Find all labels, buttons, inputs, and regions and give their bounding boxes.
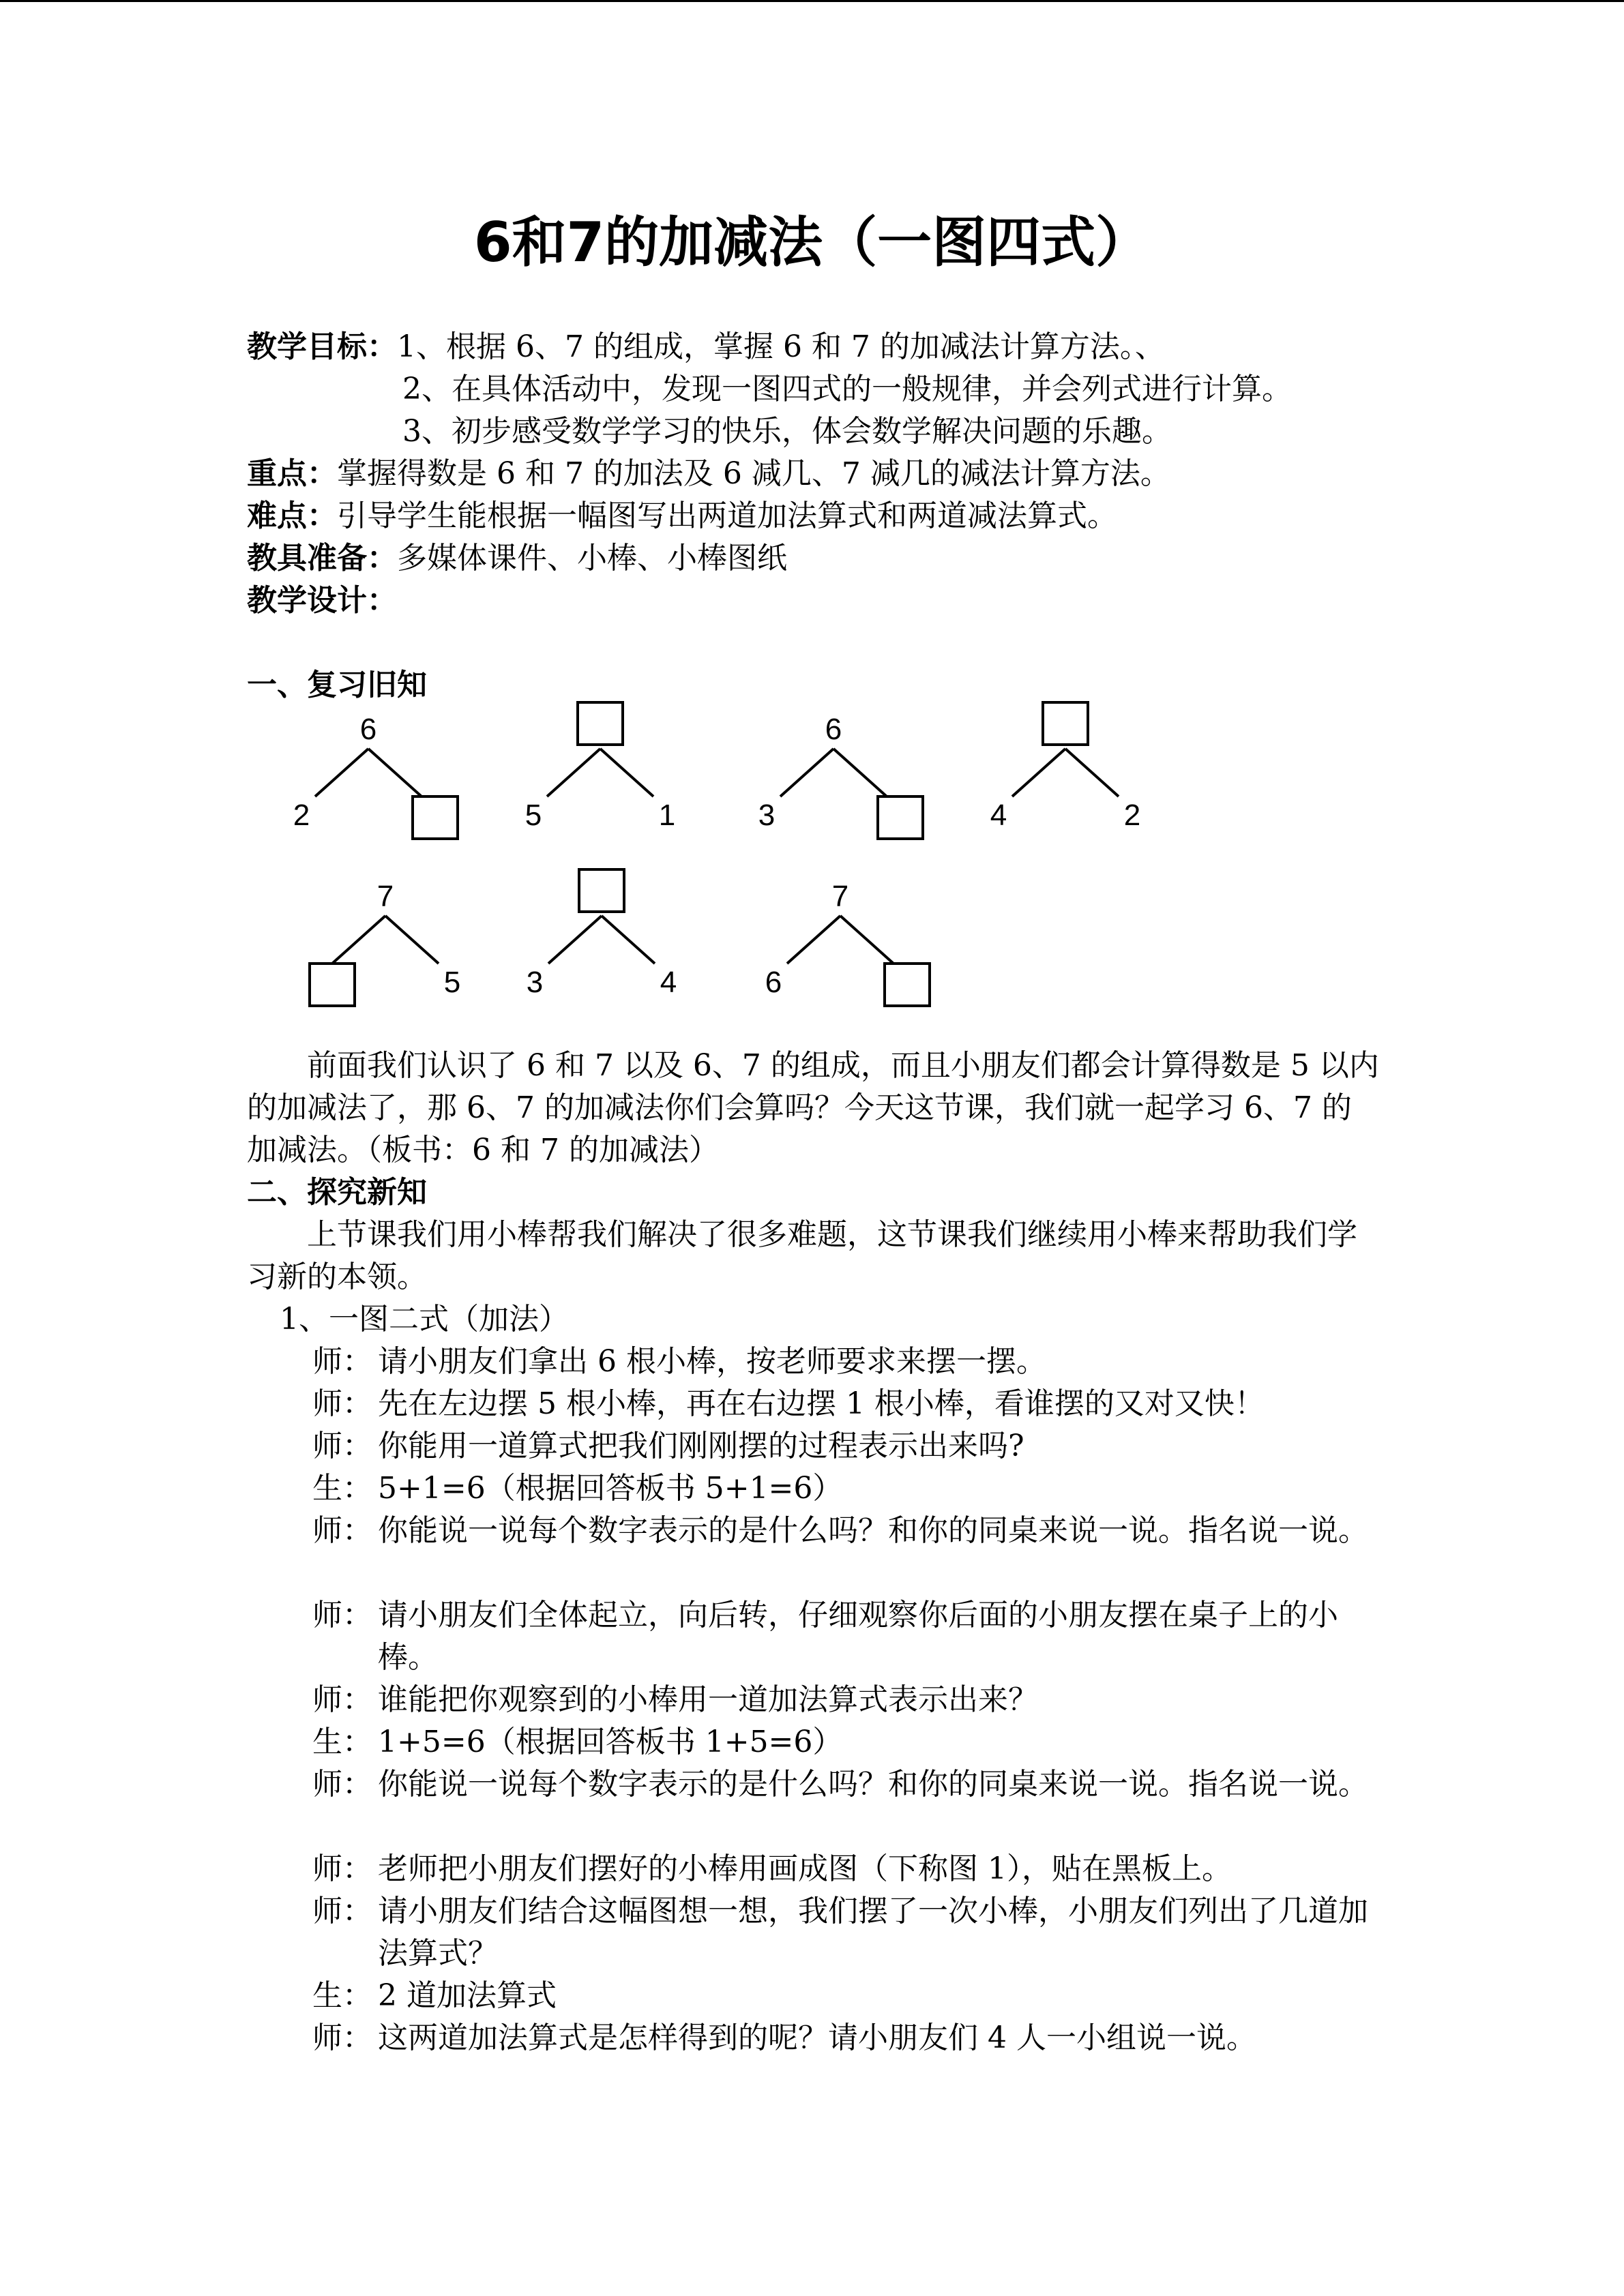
tree-branch-left <box>1012 749 1065 796</box>
speaker: 生： <box>312 1471 372 1506</box>
tree-branch-left <box>547 749 600 796</box>
dialogue-text: 2 道加法算式 <box>378 1978 557 2013</box>
intro-paragraph <box>247 1045 1379 1172</box>
dialogue-line <box>312 2017 1376 2059</box>
tree-branch-right <box>1065 749 1119 796</box>
number-bond-diagrams <box>0 696 1624 1023</box>
dialogue-text: 先在左边摆 5 根小棒，再在右边摆 1 根小棒，看谁摆的又对又快！ <box>378 1386 1265 1421</box>
tree-right-blank-box <box>413 796 458 839</box>
tree-top-number: 6 <box>359 713 377 746</box>
page-top-border <box>0 0 1624 2</box>
dialogue-text: 你能说一说每个数字表示的是什么吗？和你的同桌来说一说。指名说一说。 <box>378 1767 1368 1802</box>
design-line <box>247 580 1392 622</box>
dialogue-text: 1+5=6（根据回答板书 1+5=6） <box>378 1725 843 1759</box>
tree-top-blank-box <box>578 702 623 745</box>
tree-branch-left <box>548 916 602 964</box>
objective-item: 3、初步感受数学学习的快乐，体会数学解决问题的乐趣。 <box>402 414 1172 449</box>
speaker: 师： <box>312 1386 372 1421</box>
sub-heading: 1、一图二式（加法） <box>280 1302 569 1337</box>
tree-left-number: 3 <box>758 799 776 832</box>
dialogue-line <box>312 1467 1376 1510</box>
dialogue-line <box>312 1679 1376 1721</box>
tree-branch-right <box>602 916 655 964</box>
dialogue-line <box>312 1975 1376 2017</box>
dialogue-line <box>312 1594 1376 1679</box>
speaker: 师： <box>312 1851 372 1886</box>
section2-paragraph <box>247 1214 1379 1298</box>
tools-text: 多媒体课件、小棒、小棒图纸 <box>397 541 787 576</box>
dialogue-text: 这两道加法算式是怎样得到的呢？请小朋友们 4 人一小组说一说。 <box>378 2021 1256 2055</box>
section2-heading-line <box>247 1172 1392 1214</box>
dialogue-text: 你能说一说每个数字表示的是什么吗？和你的同桌来说一说。指名说一说。 <box>378 1513 1368 1548</box>
key-point-text: 掌握得数是 6 和 7 的加法及 6 减几、7 减几的减法计算方法。 <box>337 456 1170 491</box>
dialogue-text: 请小朋友们拿出 6 根小棒，按老师要求来摆一摆。 <box>378 1344 1046 1379</box>
design-label: 教学设计： <box>247 583 397 618</box>
dialogue-text: 你能用一道算式把我们刚刚摆的过程表示出来吗? <box>378 1429 1024 1463</box>
dialogue-text: 谁能把你观察到的小棒用一道加法算式表示出来？ <box>378 1682 1038 1717</box>
tree-branch-left <box>315 749 368 796</box>
tree-left-number: 5 <box>525 799 542 832</box>
speaker: 师： <box>312 1682 372 1717</box>
tree-top-blank-box <box>579 869 624 912</box>
speaker: 生： <box>312 1725 372 1759</box>
speaker: 师： <box>312 1344 372 1379</box>
tree-branch-right <box>385 916 439 964</box>
section1-heading: 一、复习旧知 <box>247 668 427 702</box>
tree-branch-right <box>833 749 887 796</box>
objectives-line-2 <box>402 368 1392 411</box>
tree-top-number: 7 <box>377 880 394 913</box>
speaker: 师： <box>312 1513 372 1548</box>
tree-branch-left <box>780 749 833 796</box>
tree-left-number: 3 <box>526 966 544 999</box>
difficulty-text: 引导学生能根据一幅图写出两道加法算式和两道减法算式。 <box>337 498 1117 533</box>
tree-top-blank-box <box>1043 702 1088 745</box>
key-point-label: 重点： <box>247 456 337 491</box>
tree-right-number: 1 <box>658 799 676 832</box>
dialogue-line <box>312 1425 1376 1467</box>
difficulty-line <box>247 495 1392 537</box>
section2-heading: 二、探究新知 <box>247 1175 427 1210</box>
dialogue-text: 请小朋友们全体起立，向后转，仔细观察你后面的小朋友摆在桌子上的小棒。 <box>378 1598 1338 1675</box>
objective-item: 1、根据 6、7 的组成，掌握 6 和 7 的加减法计算方法。、 <box>397 329 1165 364</box>
tree-right-number: 4 <box>660 966 677 999</box>
objectives-label: 教学目标： <box>247 329 397 364</box>
tree-top-number: 7 <box>831 880 849 913</box>
tree-branch-right <box>368 749 422 796</box>
speaker: 师： <box>312 1598 372 1632</box>
tree-left-number: 4 <box>990 799 1007 832</box>
dialogue-line <box>312 1510 1376 1552</box>
dialogue-text: 5+1=6（根据回答板书 5+1=6） <box>378 1471 843 1506</box>
section2-text: 上节课我们用小棒帮我们解决了很多难题，这节课我们继续用小棒来帮助我们学习新的本领。 <box>247 1217 1357 1294</box>
speaker: 师： <box>312 1767 372 1802</box>
tree-top-number: 6 <box>825 713 842 746</box>
tree-left-blank-box <box>310 964 355 1006</box>
objectives-line-1 <box>247 326 1392 368</box>
dialogue-line <box>312 1383 1376 1425</box>
key-point-line <box>247 453 1392 495</box>
speaker: 师： <box>312 1894 372 1928</box>
tree-right-blank-box <box>885 964 930 1006</box>
intro-text: 前面我们认识了 6 和 7 以及 6、7 的组成，而且小朋友们都会计算得数是 5 以内的加减法了，那 6、7 的加减法你们会算吗？今天这节课，我们就一起学习 6、7 的加减法。（板书：6 和 7 的加减法） <box>247 1048 1379 1167</box>
speaker: 师： <box>312 1429 372 1463</box>
tree-left-number: 6 <box>765 966 782 999</box>
tree-branch-right <box>600 749 653 796</box>
objective-item: 2、在具体活动中，发现一图四式的一般规律，并会列式进行计算。 <box>402 372 1292 406</box>
difficulty-label: 难点： <box>247 498 337 533</box>
tree-left-number: 2 <box>293 799 310 832</box>
tree-branch-left <box>332 916 385 964</box>
speaker: 生： <box>312 1978 372 2013</box>
sub-heading-line <box>280 1298 1392 1341</box>
tree-branch-right <box>840 916 894 964</box>
dialogue-line <box>312 1721 1376 1763</box>
page-title: 6和7的加减法（一图四式） <box>473 211 1151 274</box>
dialogue-text: 老师把小朋友们摆好的小棒用画成图（下称图 1），贴在黑板上。 <box>378 1851 1232 1886</box>
tree-right-number: 5 <box>443 966 461 999</box>
tools-line <box>247 537 1392 580</box>
tree-right-number: 2 <box>1123 799 1141 832</box>
dialogue-line <box>312 1341 1376 1383</box>
tree-branch-left <box>787 916 840 964</box>
speaker: 师： <box>312 2021 372 2055</box>
dialogue-line <box>312 1763 1376 1806</box>
tree-right-blank-box <box>878 796 923 839</box>
objectives-line-3 <box>402 411 1392 453</box>
dialogue-text: 请小朋友们结合这幅图想一想，我们摆了一次小棒，小朋友们列出了几道加法算式？ <box>378 1894 1368 1971</box>
dialogue-line <box>312 1890 1376 1975</box>
dialogue-line <box>312 1848 1376 1890</box>
tools-label: 教具准备： <box>247 541 397 576</box>
